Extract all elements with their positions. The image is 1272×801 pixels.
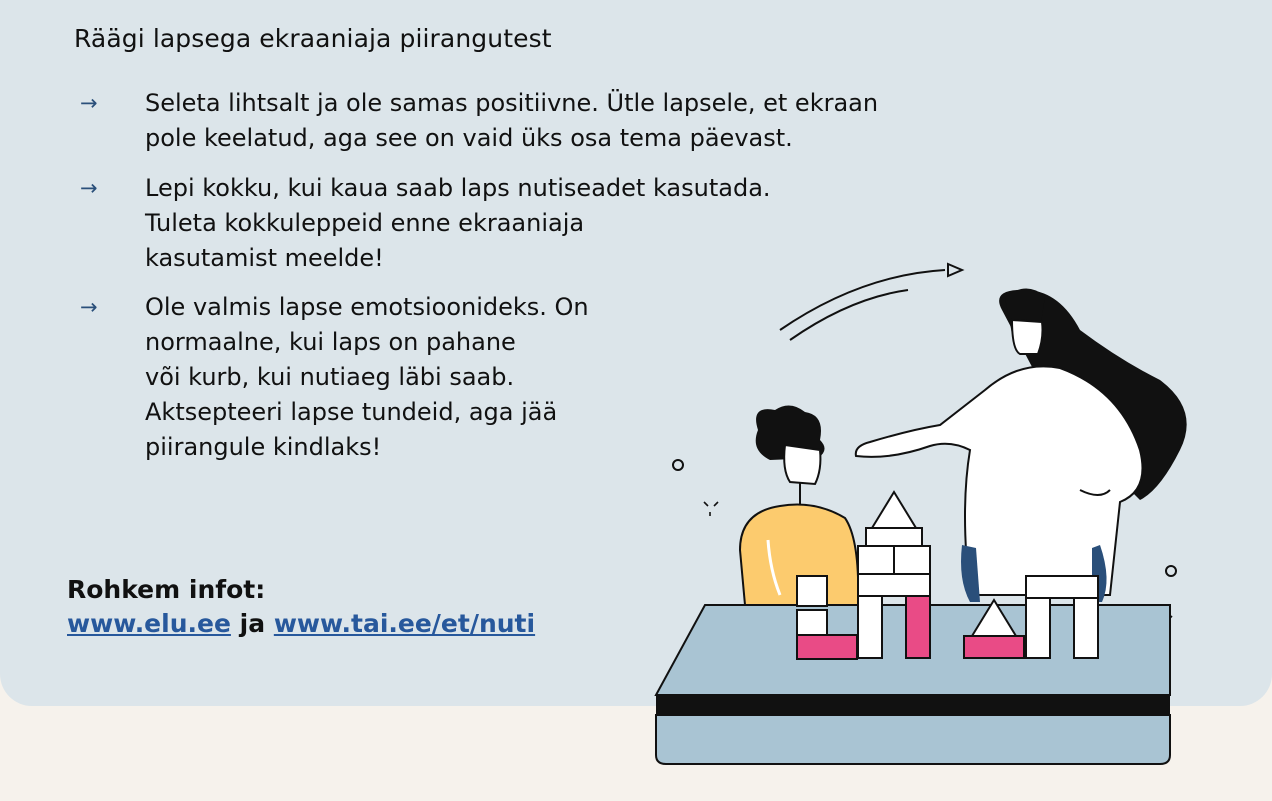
bullet-line: kasutamist meelde! [145,244,384,272]
table-edge [656,695,1170,715]
block-white [858,574,930,596]
arrow-right-icon: → [80,295,98,319]
block-white [858,596,882,658]
more-info-heading: Rohkem infot: [67,575,266,604]
arrow-right-icon: → [80,91,98,115]
block-white [894,546,930,574]
bullet-line: või kurb, kui nutiaeg läbi saab. [145,363,515,391]
block-white [797,610,827,635]
motion-arc [780,270,945,330]
arrow-tip-icon [948,264,962,276]
bullet-line: Tuleta kokkuleppeid enne ekraaniaja [145,209,585,237]
block-pink [906,596,930,658]
bullet-line: Aktsepteeri lapse tundeid, aga jää [145,398,558,426]
motion-arc [790,290,908,340]
woman-face [1012,320,1043,354]
link-elu[interactable]: www.elu.ee [67,609,231,638]
child-face [784,445,820,484]
block-white [858,546,894,574]
more-info [67,573,535,641]
bullet-line: normaalne, kui laps on pahane [145,328,516,356]
block-white [1026,598,1050,658]
mother-child-building-blocks-illustration [640,250,1200,770]
block-white [866,528,922,546]
bullet-line: piirangule kindlaks! [145,433,382,461]
sparkle-icon [704,502,718,516]
bullet-line: Lepi kokku, kui kaua saab laps nutiseadet kasutada. [145,174,771,202]
block-white [1074,598,1098,658]
block-pink [964,636,1024,658]
link-separator: ja [239,609,266,638]
block-white [1026,576,1098,598]
block-pink [797,635,857,659]
bullet-line: Ole valmis lapse emotsioonideks. On [145,293,589,321]
section-title: Räägi lapsega ekraaniaja piirangutest [74,24,552,53]
block-triangle [872,492,916,528]
bullet-line: Seleta lihtsalt ja ole samas positiivne. Ütle lapsele, et ekraan [145,89,879,117]
decor-circle [1166,566,1176,576]
decor-circle [673,460,683,470]
arrow-right-icon: → [80,176,98,200]
table-front [656,715,1170,764]
block-white [797,576,827,606]
link-tai-nuti[interactable]: www.tai.ee/et/nuti [273,609,536,638]
bullet-line: pole keelatud, aga see on vaid üks osa tema päevast. [145,124,793,152]
